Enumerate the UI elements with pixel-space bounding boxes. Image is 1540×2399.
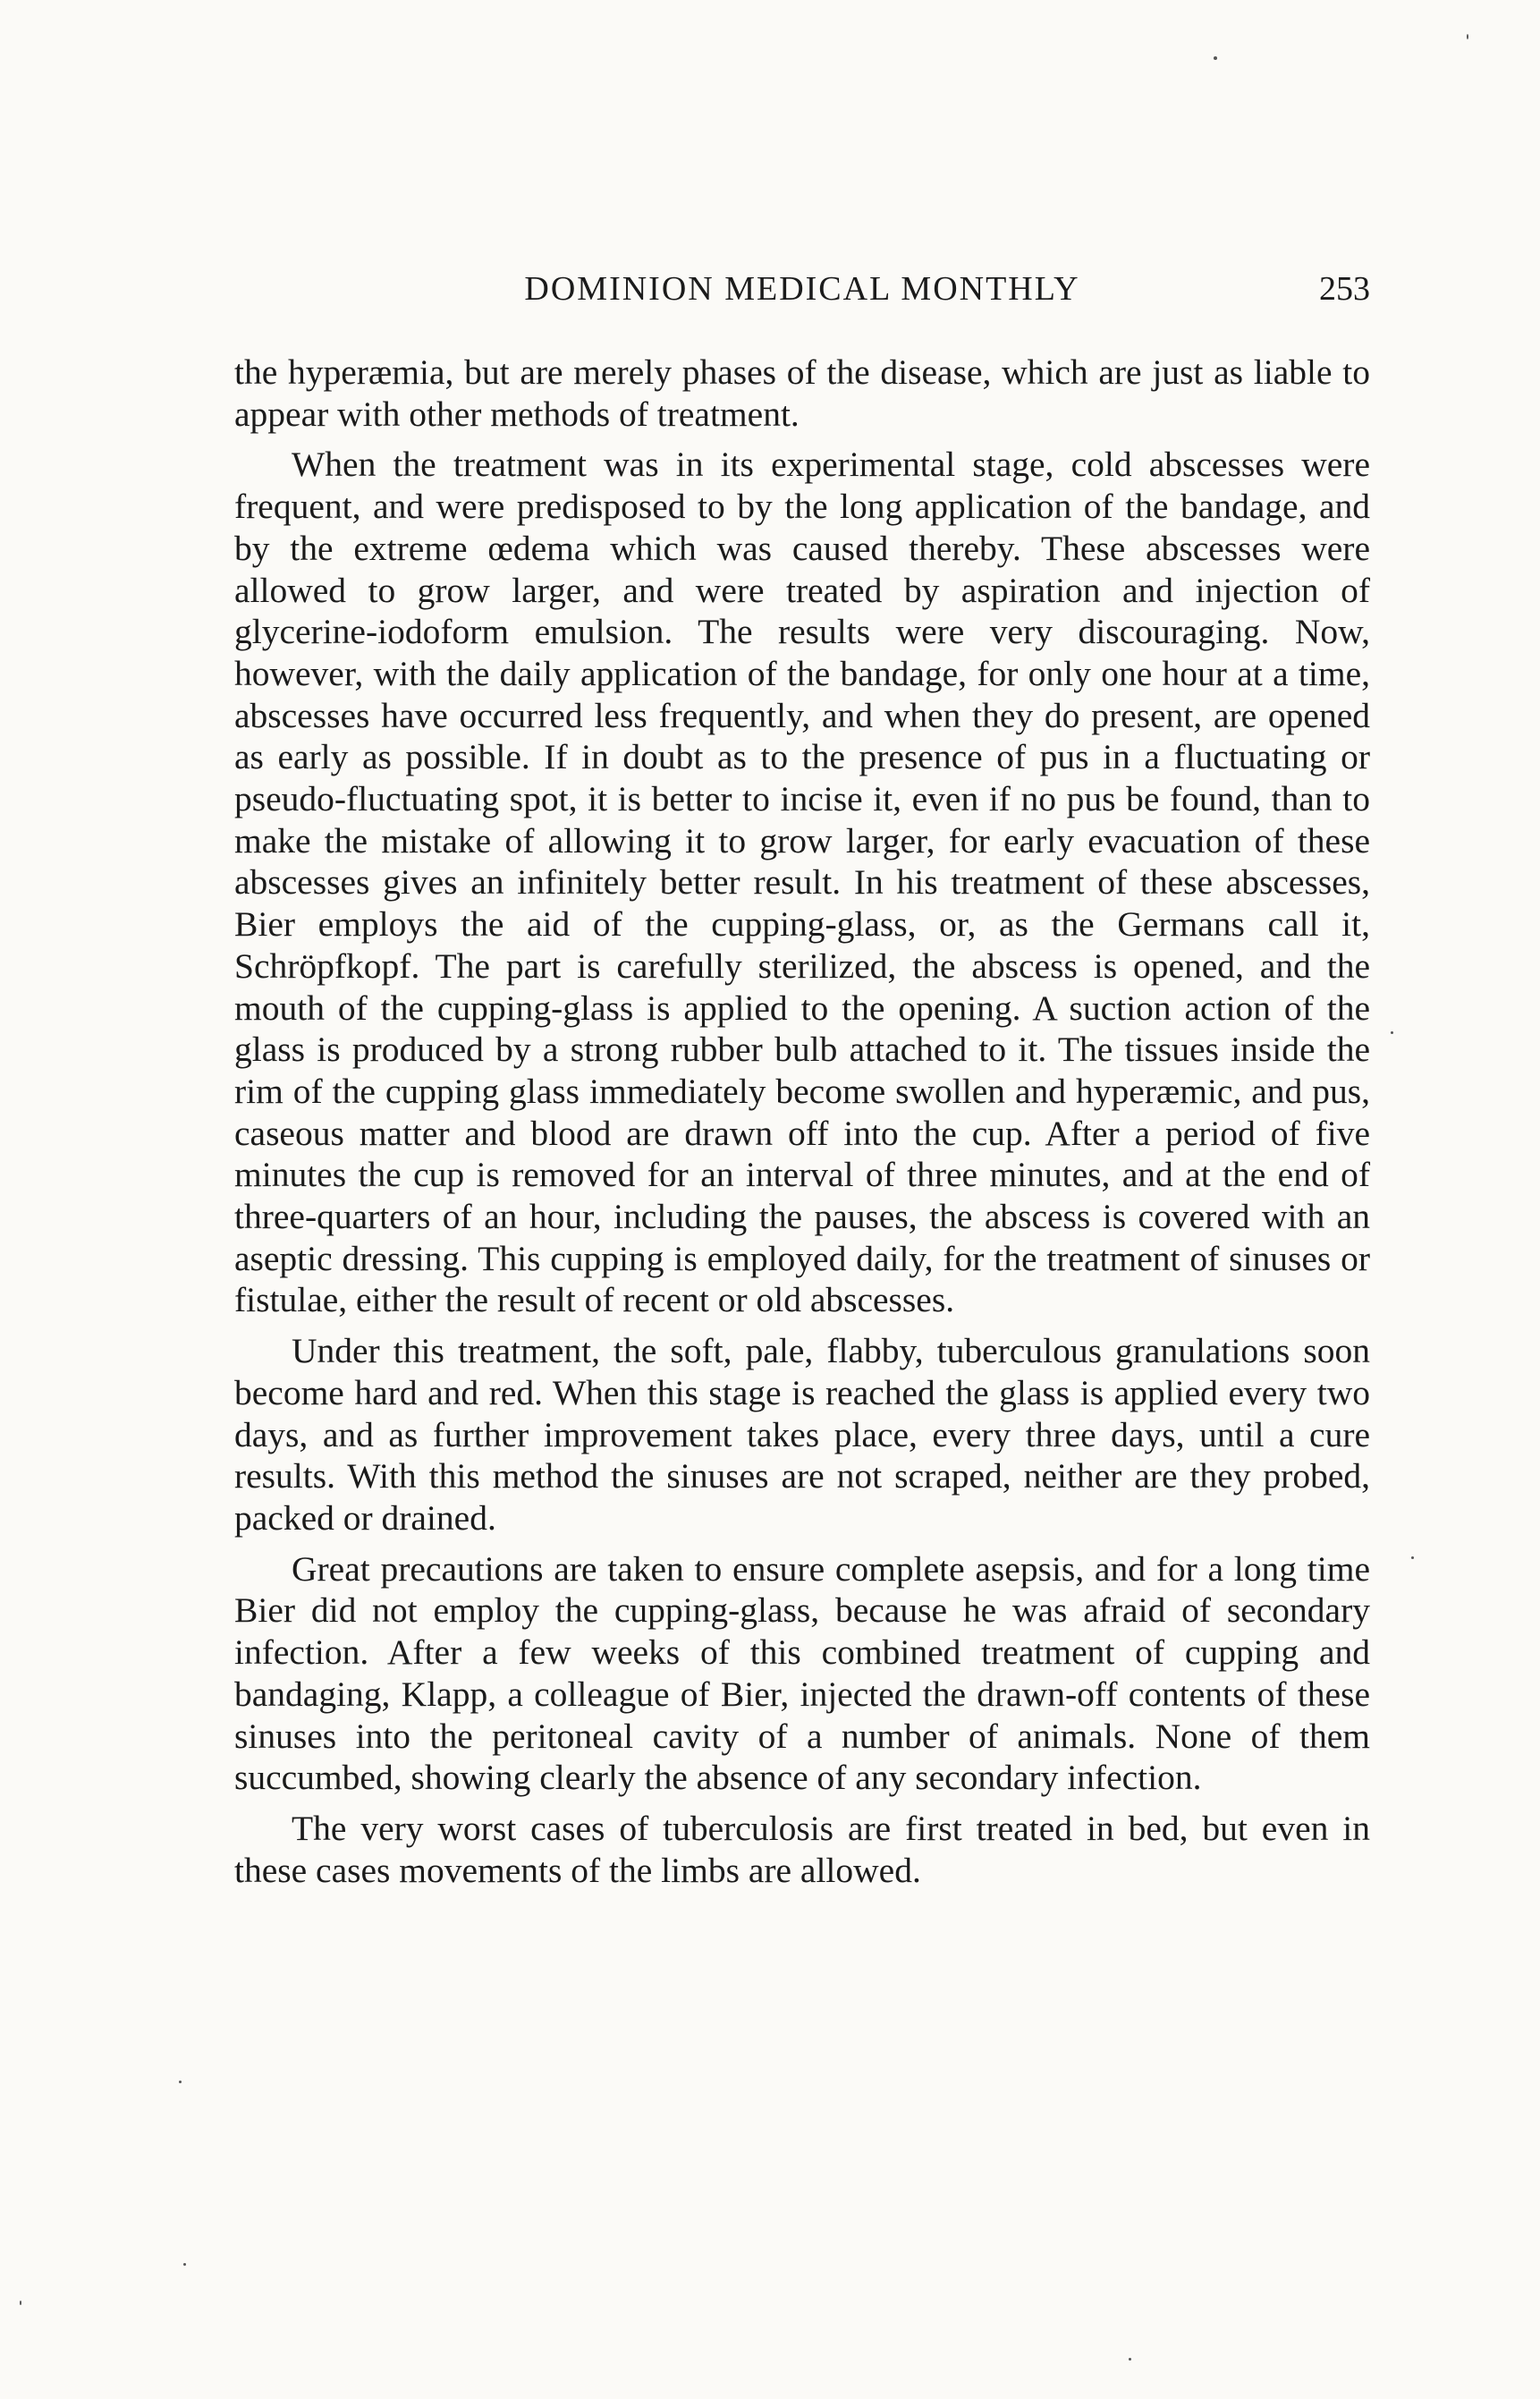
scan-speck bbox=[1467, 34, 1468, 39]
scan-speck bbox=[1391, 1031, 1393, 1034]
scan-speck bbox=[20, 2301, 21, 2305]
scan-speck bbox=[1411, 1556, 1414, 1559]
paragraph-5: The very worst cases of tuberculosis are first treated in bed, but even in these cases movements of the limbs are allowed. bbox=[234, 1808, 1370, 1890]
scan-speck bbox=[183, 2263, 186, 2266]
scan-speck bbox=[1214, 56, 1217, 60]
scan-speck bbox=[1129, 2358, 1131, 2361]
paragraph-2: When the treatment was in its experimental stage, cold abscesses were frequent, and were predisposed to by the long application of the bandage, and by the extreme œdema which was caused thereby. These abscesses were allowed to grow larger, and were treated by aspiration and injection of glycerine-iodoform emulsion. The results were very discouraging. Now, however, with the daily application of the bandage, for only one hour at a time, abscesses have occurred less frequently, and when they do present, are opened as early as possible. If in doubt as to the presence of pus in a fluctuating or pseudo-fluctuating spot, it is better to incise it, even if no pus be found, than to make the mistake of allowing it to grow larger, for early evacuation of these abscesses gives an infinitely better result. In his treatment of these abscesses, Bier employs the aid of the cupping-glass, or, as the Germans call it, Schröpfkopf. The part is carefully sterilized, the abscess is opened, and the mouth of the cupping-glass is applied to the opening. A suction action of the glass is produced by a strong rubber bulb attached to it. The tissues inside the rim of the cupping glass immediately become swollen and hyperæmic, and pus, caseous matter and blood are drawn off into the cup. After a period of five minutes the cup is removed for an interval of three minutes, and at the end of three-quarters of an hour, including the pauses, the abscess is covered with an aseptic dressing. This cupping is employed daily, for the treatment of sinuses or fistulae, either the result of recent or old abscesses. bbox=[234, 445, 1370, 1320]
running-header bbox=[234, 267, 1370, 311]
paragraph-4: Great precautions are taken to ensure complete asepsis, and for a long time Bier did not employ the cupping-glass, because he was afraid of secondary infection. After a few weeks of this combined treatment of cupping and bandaging, Klapp, a colleague of Bier, injected the drawn-off contents of these sinuses into the peritoneal cavity of a number of animals. None of them succumbed, showing clearly the absence of any secondary infection. bbox=[234, 1548, 1370, 1798]
journal-title: DOMINION MEDICAL MONTHLY bbox=[524, 270, 1080, 308]
page-number: 253 bbox=[1319, 270, 1370, 308]
body-text bbox=[234, 352, 1370, 1900]
paragraph-1: the hyperæmia, but are merely phases of the disease, which are just as liable to appear with other methods of treatment. bbox=[234, 352, 1370, 434]
paragraph-3: Under this treatment, the soft, pale, flabby, tuberculous granulations soon become hard and red. When this stage is reached the glass is applied every two days, and as further improvement takes place, every three days, until a cure results. With this method the sinuses are not scraped, neither are they probed, packed or drained. bbox=[234, 1331, 1370, 1538]
scan-speck bbox=[179, 2081, 182, 2083]
